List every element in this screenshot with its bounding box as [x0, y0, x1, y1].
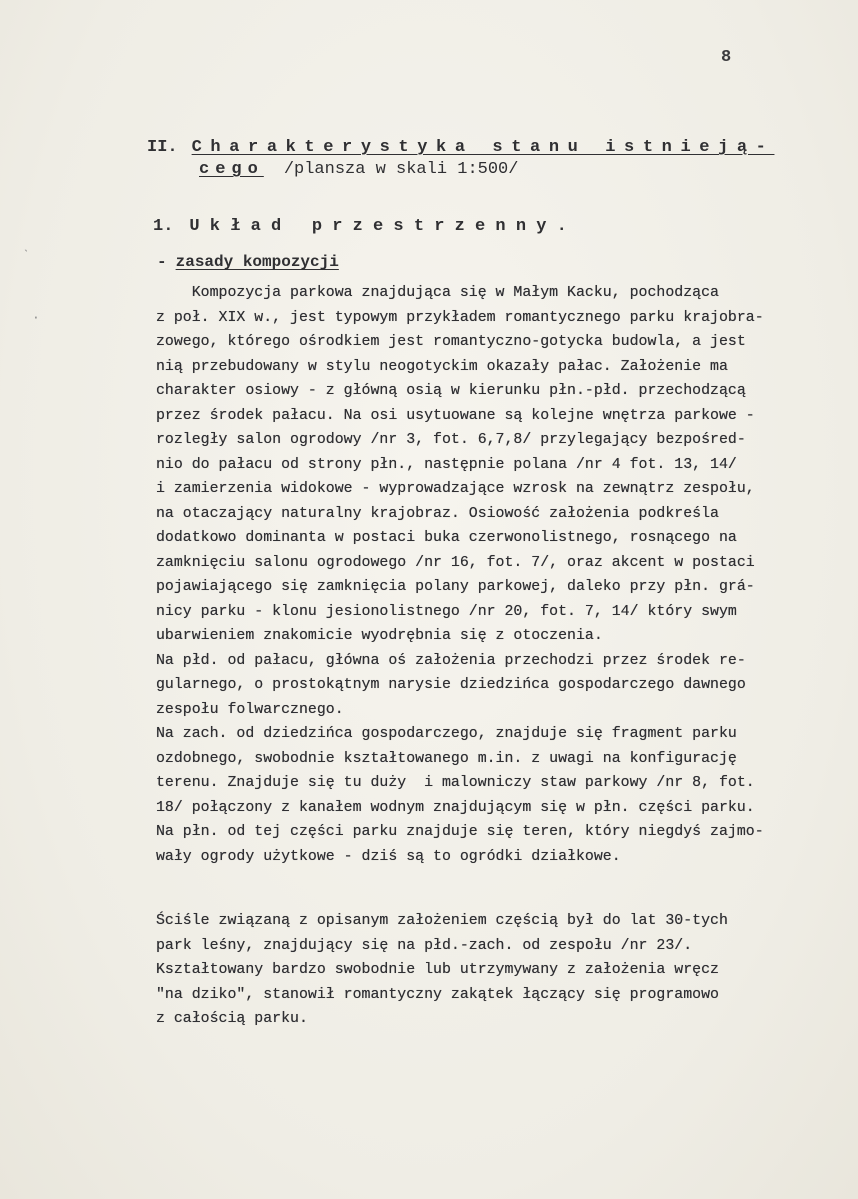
- text-line: nią przebudowany w stylu neogotyckim okazały pałac. Założenie ma: [156, 358, 728, 375]
- subsection-heading: [153, 217, 577, 236]
- subsection-title: Układ przestrzenny.: [189, 217, 578, 236]
- text-line: Ściśle związaną z opisanym założeniem częścią był do lat 30-tych: [156, 913, 728, 929]
- section-note: /plansza w skali 1:500/: [283, 160, 519, 179]
- margin-mark: ·: [32, 310, 40, 325]
- paragraph-composition: [156, 281, 846, 869]
- text-line: nio do pałacu od strony płn., następnie polana /nr 4 fot. 13, 14/: [156, 456, 737, 473]
- text-line: z całością parku.: [156, 1011, 308, 1027]
- text-line: wały ogrody użytkowe - dziś są to ogródki działkowe.: [156, 848, 621, 865]
- subsection-number: 1.: [153, 217, 174, 236]
- text-line: Na płd. od pałacu, główna oś założenia przechodzi przez środek re-: [156, 652, 746, 669]
- text-line: ubarwieniem znakomicie wyodrębnia się z otoczenia.: [156, 628, 603, 644]
- bullet-dash: -: [157, 253, 167, 271]
- bullet-title: zasady kompozycji: [175, 253, 339, 271]
- text-line: Na zach. od dziedzińca gospodarczego, znajduje się fragment parku: [156, 726, 737, 742]
- section-title-part2: cego: [199, 160, 264, 179]
- text-line: "na dziko", stanowił romantyczny zakątek łączący się programowo: [156, 986, 719, 1003]
- section-heading: [147, 136, 837, 159]
- text-line: Kształtowany bardzo swobodnie lub utrzymywany z założenia wręcz: [156, 962, 719, 978]
- text-line: zowego, którego ośrodkiem jest romantyczno-gotycka budowla, a jest: [156, 334, 746, 350]
- text-line: pojawiającego się zamknięcia polany parkowej, daleko przy płn. grá-: [156, 579, 755, 595]
- text-line: z poł. XIX w., jest typowym przykładem romantycznego parku krajobra-: [156, 309, 764, 326]
- text-line: terenu. Znajduje się tu duży i malowniczy staw parkowy /nr 8, fot.: [156, 775, 755, 791]
- text-line: zespołu folwarcznego.: [156, 701, 344, 718]
- text-line: Kompozycja parkowa znajdująca się w Małym Kacku, pochodząca: [156, 285, 719, 301]
- text-line: nicy parku - klonu jesionolistnego /nr 20, fot. 7, 14/ który swym: [156, 603, 737, 620]
- text-line: dodatkowo dominanta w postaci buka czerwonolistnego, rosnącego na: [156, 530, 737, 546]
- text-line: park leśny, znajdujący się na płd.-zach. od zespołu /nr 23/.: [156, 937, 693, 954]
- text-line: charakter osiowy - z główną osią w kierunku płn.-płd. przechodzącą: [156, 383, 746, 399]
- text-line: 18/ połączony z kanałem wodnym znajdującym się w płn. części parku.: [156, 799, 755, 816]
- text-line: ozdobnego, swobodnie kształtowanego m.in. z uwagi na konfigurację: [156, 750, 737, 767]
- section-title-part1: Charakterystyka stanu istnieją-: [191, 138, 775, 157]
- margin-mark: ˎ: [22, 238, 30, 253]
- text-line: i zamierzenia widokowe - wyprowadzające wzrosk na zewnątrz zespołu,: [156, 481, 755, 497]
- section-numeral: II.: [147, 138, 178, 157]
- page-number: 8: [721, 48, 732, 67]
- text-line: rozległy salon ogrodowy /nr 3, fot. 6,7,8/ przylegający bezpośred-: [156, 432, 746, 448]
- bullet-heading: [157, 253, 339, 271]
- paragraph-forest-park: [156, 909, 846, 1032]
- text-line: zamknięciu salonu ogrodowego /nr 16, fot. 7/, oraz akcent w postaci: [156, 554, 755, 571]
- text-line: przez środek pałacu. Na osi usytuowane są kolejne wnętrza parkowe -: [156, 407, 755, 424]
- section-heading-continuation: [199, 160, 518, 179]
- text-line: Na płn. od tej części parku znajduje się teren, który niegdyś zajmo-: [156, 824, 764, 840]
- text-line: na otaczający naturalny krajobraz. Osiowość założenia podkreśla: [156, 505, 719, 522]
- text-line: gularnego, o prostokątnym narysie dziedzińca gospodarczego dawnego: [156, 677, 746, 693]
